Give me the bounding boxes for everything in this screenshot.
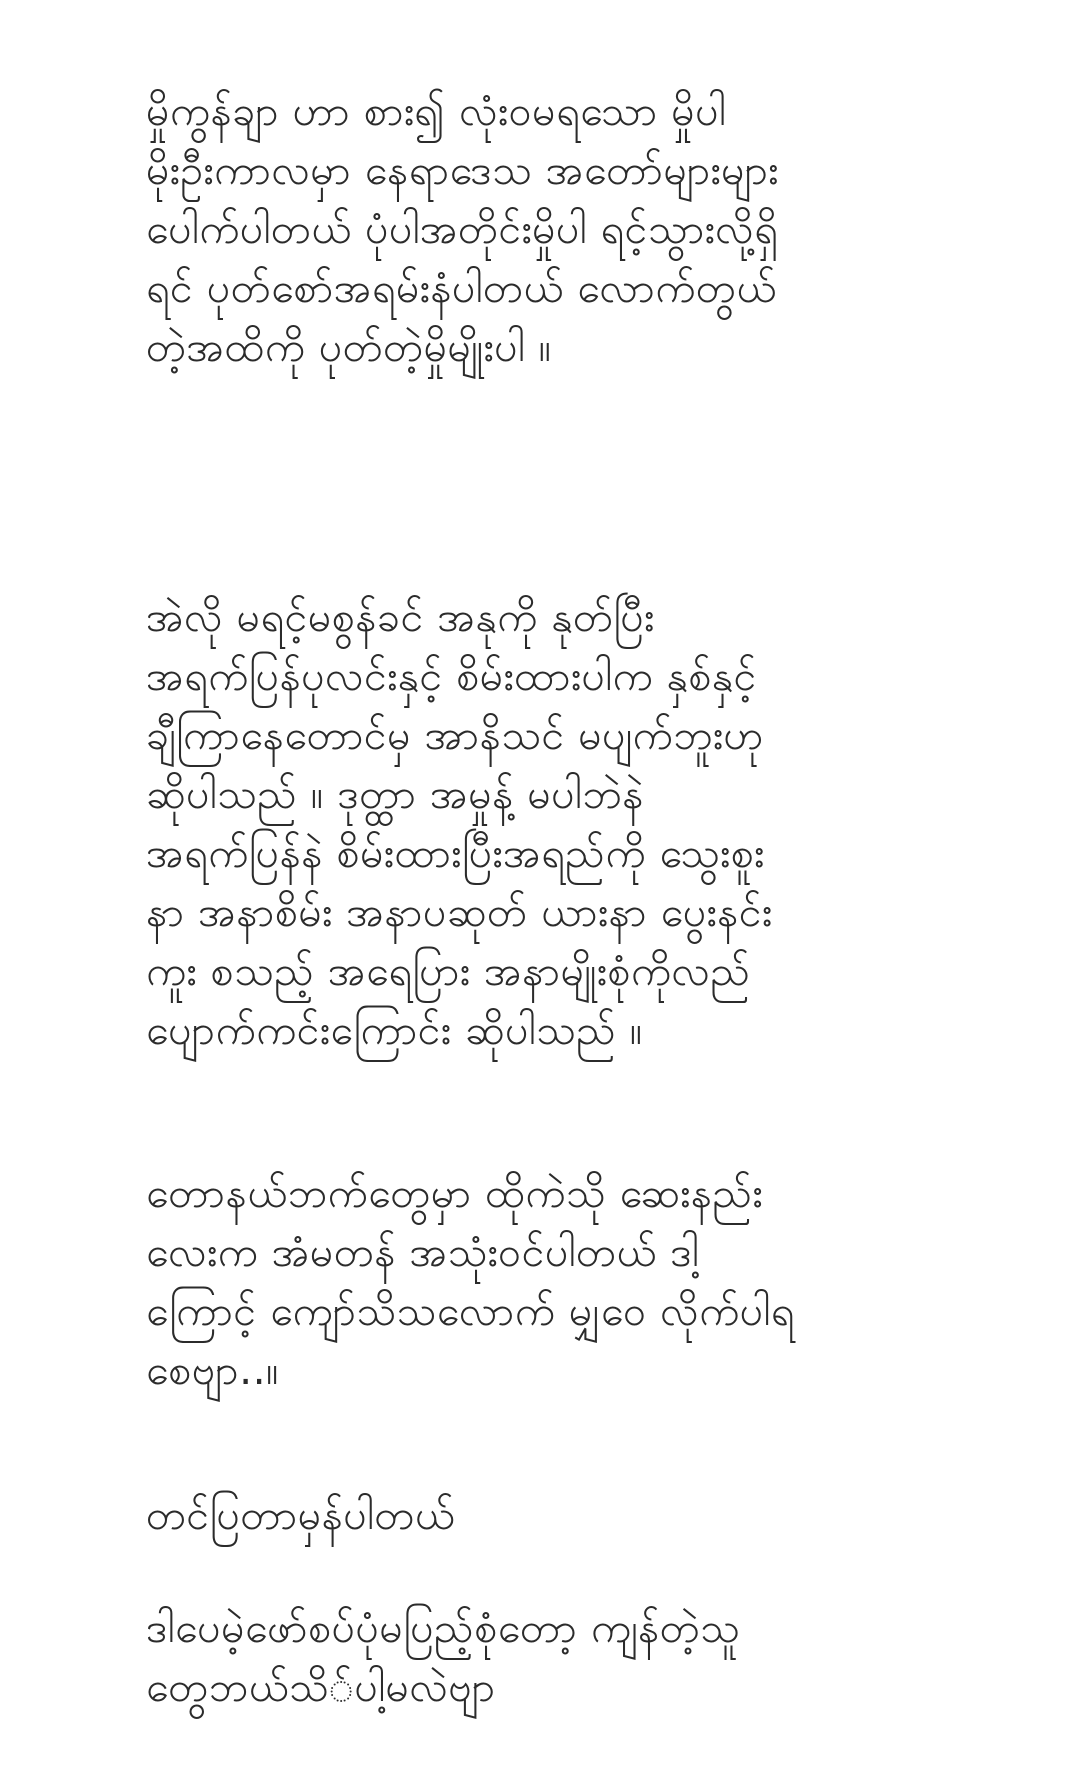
text-line: တွေဘယ်သိ်ပါ့မလဲဗျာ — [146, 1663, 496, 1711]
paragraph-4 — [146, 1486, 1006, 1545]
text-line: ဆိုပါသည် ။ ဒုတ္ထာ အမှုန့် မပါဘဲနဲ — [146, 770, 644, 818]
text-line: ပျောက်ကင်းကြောင်း ဆိုပါသည် ။ — [146, 1006, 643, 1054]
text-line: အရက်ပြန်နဲ စိမ်းထားပြီးအရည်ကို သွေးစူး — [146, 829, 765, 877]
text-line: အရက်ပြန်ပုလင်းနှင့် စိမ်းထားပါက နှစ်နှင့် — [146, 652, 757, 700]
text-line: မှိုကွန်ချာ ဟာ စား၍ လုံး၀မရသော မှိုပါ — [146, 87, 727, 135]
text-line: တဲ့အထိကို ပုတ်တဲ့မှိုမျိုးပါ ။ — [146, 323, 552, 371]
paragraph-1 — [146, 82, 1006, 377]
text-line: ချီကြာနေတောင်မှ အာနိသင် မပျက်ဘူးဟု — [146, 711, 765, 759]
text-line: မိုးဦးကာလမှာ နေရာဒေသ အတော်များများ — [146, 146, 779, 194]
paragraph-5 — [146, 1599, 1006, 1717]
text-line: အဲလို မရင့်မစွန်ခင် အနုကို နုတ်ပြီး — [146, 593, 655, 641]
text-line: ကြောင့် ကျော်သိသလောက် မျှဝေ လိုက်ပါရ — [146, 1287, 795, 1335]
text-line: နာ အနာစိမ်း အနာပဆုတ် ယားနာ ပွေးနင်း — [146, 888, 773, 936]
paragraph-2 — [146, 588, 1006, 1060]
text-line: ရင် ပုတ်စော်အရမ်းနံပါတယ် လောက်တွယ် — [146, 264, 777, 312]
text-line: ကူး စသည့် အရေပြား အနာမျိုးစုံကိုလည် — [146, 947, 751, 995]
text-line: ဒါပေမဲ့ဖော်စပ်ပုံမပြည့်စုံတော့ ကျန်တဲ့သူ — [146, 1604, 741, 1652]
text-line: ပေါက်ပါတယ် ပုံပါအတိုင်းမှိုပါ ရင့်သွားလို့ရှိ — [146, 205, 779, 253]
text-line: တင်ပြတာမှန်ပါတယ် — [146, 1491, 456, 1539]
paragraph-3 — [146, 1164, 1006, 1400]
text-line: စေဗျာ..။ — [146, 1346, 280, 1394]
text-line: တောနယ်ဘက်တွေမှာ ထိုကဲသို ဆေးနည်း — [146, 1169, 764, 1217]
text-line: လေးက အံမတန် အသုံး၀င်ပါတယ် ဒါ့ — [146, 1228, 700, 1276]
